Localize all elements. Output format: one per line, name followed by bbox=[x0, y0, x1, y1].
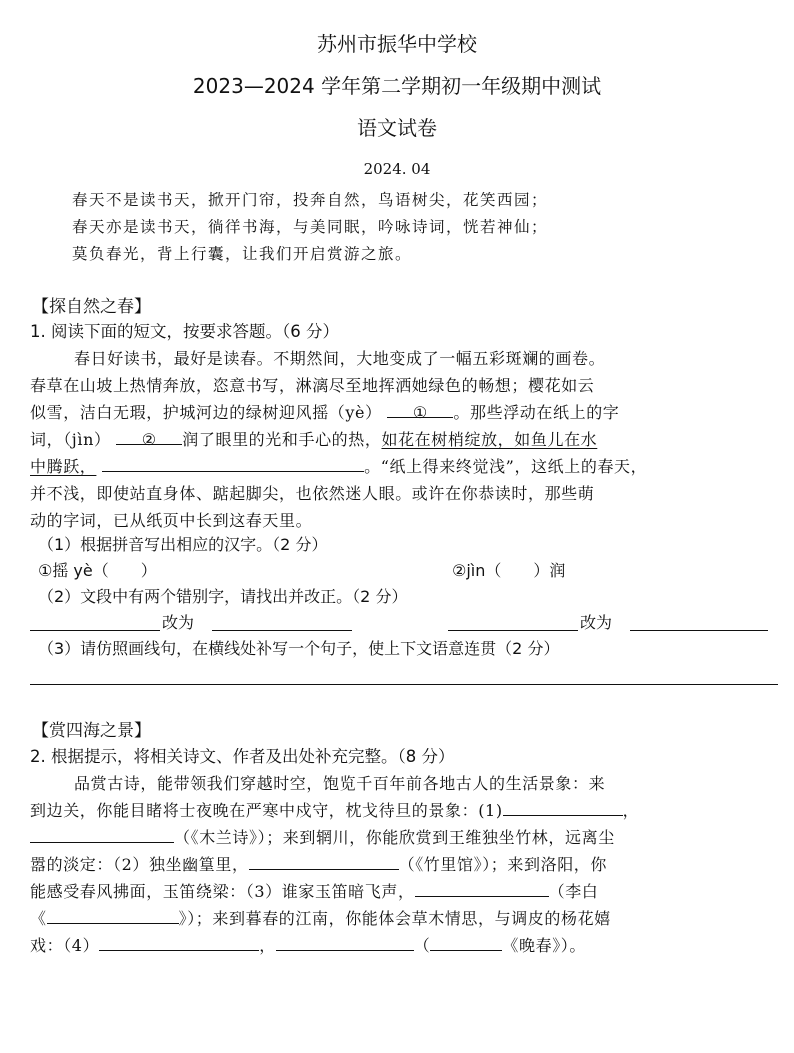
exam-title: 2023—2024 学年第二学期初一年级期中测试 bbox=[192, 74, 602, 98]
passage-text: （ bbox=[413, 936, 431, 955]
imitation-sentence-blank[interactable] bbox=[102, 457, 364, 472]
subject-title: 语文试卷 bbox=[357, 116, 437, 140]
poem-line-2 bbox=[30, 798, 782, 821]
exam-date: 2024. 04 bbox=[363, 160, 431, 178]
passage-line-2: 春草在山坡上热情奔放，恣意书写，淋漓尽至地挥洒她绿色的畅想；樱花如云 bbox=[30, 376, 595, 395]
poem-blank-2[interactable] bbox=[249, 855, 399, 870]
section-title-nature: 【探自然之春】 bbox=[32, 297, 151, 317]
poem-blank-1b[interactable] bbox=[30, 828, 174, 843]
passage-line-3 bbox=[30, 400, 782, 423]
poem-line-4 bbox=[30, 852, 782, 875]
poem-blank-3[interactable] bbox=[415, 882, 549, 897]
wrong-char-blank-1[interactable] bbox=[30, 630, 160, 631]
poem-blank-4-author[interactable] bbox=[430, 936, 502, 951]
passage-line-5 bbox=[30, 454, 782, 477]
sub-question-2: （2）文段中有两个错别字，请找出并改正。（2 分） bbox=[38, 587, 408, 606]
change-label-1: 改为 bbox=[162, 613, 195, 632]
blank-1-marker: ① bbox=[412, 403, 428, 422]
passage-text: 能感受春风拂面，玉笛绕梁：（3）谁家玉笛暗飞声， bbox=[30, 882, 415, 901]
passage-text: 词，（jìn） bbox=[30, 430, 111, 449]
correct-char-blank-1[interactable] bbox=[212, 630, 352, 631]
pinyin-answer-1[interactable]: ①摇 yè（ ） bbox=[38, 561, 157, 580]
underlined-sentence: 中腾跃， bbox=[30, 457, 97, 476]
poem-blank-4b[interactable] bbox=[276, 936, 414, 951]
passage-text: 。“纸上得来终觉浅”，这纸上的春天， bbox=[364, 457, 648, 476]
section-title-scenery: 【赏四海之景】 bbox=[32, 721, 151, 741]
passage-text: 似雪，洁白无瑕，护城河边的绿树迎风摇（yè） bbox=[30, 403, 382, 422]
question-2: 2. 根据提示，将相关诗文、作者及出处补充完整。（8 分） bbox=[30, 747, 455, 766]
sub-question-1: （1）根据拼音写出相应的汉字。（2 分） bbox=[38, 535, 328, 554]
passage-text: （《木兰诗》）；来到辋川，你能欣赏到王维独坐竹林，远离尘 bbox=[174, 828, 615, 847]
passage-line-1: 春日好读书，最好是读春。不期然间，大地变成了一幅五彩斑斓的画卷。 bbox=[74, 349, 606, 368]
intro-line-2: 春天亦是读书天，徜徉书海，与美同眠，吟咏诗词，恍若神仙； bbox=[72, 218, 549, 236]
passage-text: （李白 bbox=[548, 882, 599, 901]
poem-line-5 bbox=[30, 879, 782, 902]
poem-line-6 bbox=[30, 906, 782, 929]
passage-text: 润了眼里的光和手心的热， bbox=[182, 430, 382, 449]
passage-text: 嚣的淡定：（2）独坐幽篁里， bbox=[30, 855, 249, 874]
sub-question-3: （3）请仿照画线句，在横线处补写一个句子，使上下文语意连贯（2 分） bbox=[38, 639, 560, 658]
passage-text: ， bbox=[622, 801, 640, 820]
passage-text: 《 bbox=[30, 909, 47, 928]
poem-line-1: 品赏古诗，能带领我们穿越时空，饱览千百年前各地古人的生活景象：来 bbox=[74, 774, 606, 793]
sentence-answer-line[interactable] bbox=[30, 684, 778, 685]
wrong-char-blank-2[interactable] bbox=[448, 630, 578, 631]
blank-2-marker: ② bbox=[141, 430, 157, 449]
passage-text: （《竹里馆》）；来到洛阳，你 bbox=[398, 855, 607, 874]
intro-line-3: 莫负春光，背上行囊，让我们开启赏游之旅。 bbox=[72, 245, 413, 263]
blank-1[interactable] bbox=[387, 403, 453, 422]
change-label-2: 改为 bbox=[580, 613, 613, 632]
passage-line-6: 并不浅，即使站直身体、踮起脚尖，也依然迷人眼。或许在你恭读时，那些萌 bbox=[30, 484, 595, 503]
school-name: 苏州市振华中学校 bbox=[317, 32, 477, 56]
passage-text: 戏：（4） bbox=[30, 936, 100, 955]
pinyin-answer-2[interactable]: ②jìn（ ）润 bbox=[452, 561, 566, 580]
underlined-sentence: 如花在树梢绽放，如鱼儿在水 bbox=[381, 430, 598, 449]
passage-text: 到边关，你能目睹将士夜晚在严寒中戍守，枕戈待旦的景象：(1) bbox=[30, 801, 503, 820]
blank-2[interactable] bbox=[116, 430, 182, 449]
question-1: 1. 阅读下面的短文，按要求答题。（6 分） bbox=[30, 322, 339, 341]
poem-blank-4a[interactable] bbox=[99, 936, 259, 951]
passage-line-7: 动的字词，已从纸页中长到这春天里。 bbox=[30, 511, 313, 530]
poem-line-7 bbox=[30, 933, 782, 956]
passage-text: 》）；来到暮春的江南，你能体会草木情思，与调皮的杨花嬉 bbox=[178, 909, 611, 928]
poem-line-3 bbox=[30, 825, 782, 848]
passage-text: 。那些浮动在纸上的字 bbox=[453, 403, 620, 422]
passage-line-4 bbox=[30, 427, 782, 450]
poem-blank-3-title[interactable] bbox=[47, 909, 179, 924]
correct-char-blank-2[interactable] bbox=[630, 630, 768, 631]
passage-text: 《晚春》）。 bbox=[502, 936, 587, 955]
passage-text: ， bbox=[259, 936, 276, 955]
intro-line-1: 春天不是读书天，掀开门帘，投奔自然，鸟语树尖，花笑西园； bbox=[72, 191, 549, 209]
poem-blank-1a[interactable] bbox=[503, 801, 623, 816]
